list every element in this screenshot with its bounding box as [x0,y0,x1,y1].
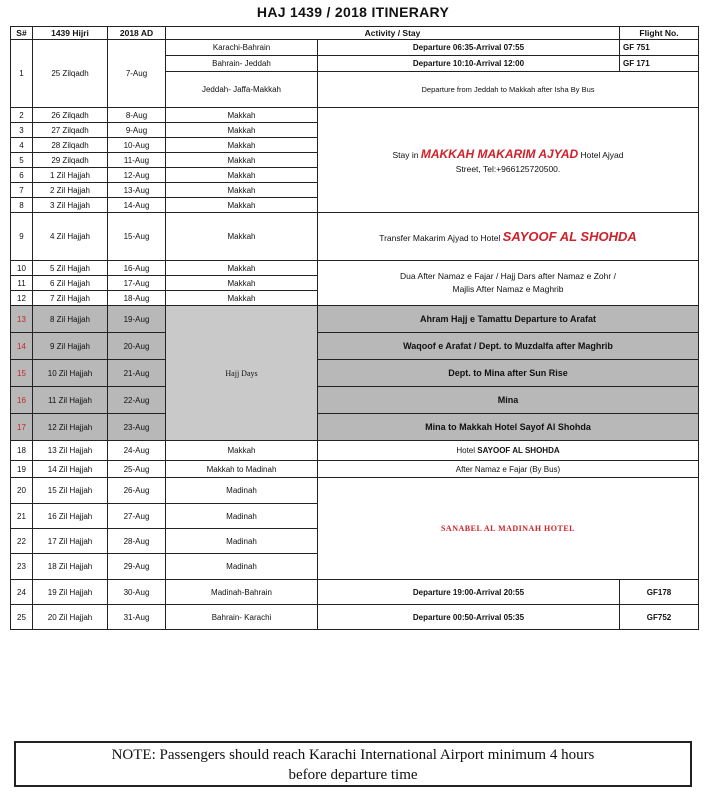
hajj-days-label: Hajj Days [166,306,318,441]
header-ad: 2018 AD [108,27,166,40]
sno-cell: 21 [11,504,33,529]
place-cell: Makkah [166,123,318,138]
hijri-cell: 15 Zil Hajjah [33,478,108,504]
hijri-cell: 4 Zil Hajjah [33,213,108,261]
sno-cell: 18 [11,441,33,461]
ad-cell: 18-Aug [108,291,166,306]
header-flight: Flight No. [620,27,699,40]
hotel-sayoof-al-shohda: SAYOOF AL SHOHDA [502,229,637,244]
hijri-cell: 11 Zil Hajjah [33,387,108,414]
ad-cell: 22-Aug [108,387,166,414]
ad-cell: 20-Aug [108,333,166,360]
hijri-cell: 26 Zilqadh [33,108,108,123]
table-row [11,461,699,478]
sno-cell: 11 [11,276,33,291]
ad-cell: 27-Aug [108,504,166,529]
table-row [11,40,699,56]
ad-cell: 29-Aug [108,554,166,580]
activity-cell: Departure from Jeddah to Makkah after Isha By Bus [318,72,699,108]
sno-cell: 9 [11,213,33,261]
ad-cell: 17-Aug [108,276,166,291]
sno-cell: 12 [11,291,33,306]
note-line2: before departure time [288,767,418,783]
hijri-cell: 6 Zil Hajjah [33,276,108,291]
page-title: HAJ 1439 / 2018 ITINERARY [256,4,450,20]
place-cell: Makkah [166,153,318,168]
hijri-cell: 17 Zil Hajjah [33,529,108,554]
header-activity: Activity / Stay [166,27,620,40]
flight-detail-cell: Departure 10:10-Arrival 12:00 [318,56,620,72]
ad-cell: 31-Aug [108,605,166,630]
route-cell: Bahrain- Jeddah [166,56,318,72]
sno-cell: 5 [11,153,33,168]
hajj-row [11,333,699,360]
hijri-cell: 13 Zil Hajjah [33,441,108,461]
flight-no-cell: GF752 [620,605,699,630]
hijri-cell: 16 Zil Hajjah [33,504,108,529]
ad-cell: 21-Aug [108,360,166,387]
hijri-cell: 29 Zilqadh [33,153,108,168]
sno-cell: 22 [11,529,33,554]
flight-detail-cell: Departure 06:35-Arrival 07:55 [318,40,620,56]
hajj-row [11,306,699,333]
stay-prefix: Stay in [392,149,421,160]
ziyarat-line2: Majlis After Namaz e Maghrib [452,284,564,294]
activity-cell: After Namaz e Fajar (By Bus) [318,461,699,478]
ziyarat-line1: Dua After Namaz e Fajar / Hajj Dars after Namaz e Zohr / [400,271,616,282]
flight-no-cell: GF178 [620,580,699,605]
ad-cell: 30-Aug [108,580,166,605]
hijri-cell: 9 Zil Hajjah [33,333,108,360]
hijri-cell: 10 Zil Hajjah [33,360,108,387]
header-hijri: 1439 Hijri [33,27,108,40]
route-cell: Karachi-Bahrain [166,40,318,56]
table-header-row [11,27,699,40]
hijri-cell: 28 Zilqadh [33,138,108,153]
place-cell: Makkah [166,261,318,276]
table-row [11,108,699,123]
header-sno: S# [11,27,33,40]
sno-cell: 19 [11,461,33,478]
hajj-activity-cell: Dept. to Mina after Sun Rise [318,360,699,387]
ad-cell: 24-Aug [108,441,166,461]
hotel-prefix: Hotel [456,446,478,455]
sno-cell: 1 [11,40,33,108]
ad-cell: 8-Aug [108,108,166,123]
place-cell: Madinah [166,478,318,504]
sno-cell: 25 [11,605,33,630]
hijri-cell: 3 Zil Hajjah [33,198,108,213]
ad-cell: 14-Aug [108,198,166,213]
table-row [11,213,699,261]
ad-cell: 16-Aug [108,261,166,276]
sno-cell: 2 [11,108,33,123]
hotel-makarim-ajyad: MAKKAH MAKARIM AJYAD [420,146,579,161]
sno-cell: 3 [11,123,33,138]
table-row [11,261,699,276]
sno-cell: 20 [11,478,33,504]
route-cell: Madinah-Bahrain [166,580,318,605]
hajj-row [11,360,699,387]
route-cell: Bahrain- Karachi [166,605,318,630]
sno-cell: 17 [11,414,33,441]
hijri-cell: 2 Zil Hajjah [33,183,108,198]
hijri-cell: 19 Zil Hajjah [33,580,108,605]
hijri-cell: 5 Zil Hajjah [33,261,108,276]
hijri-cell: 8 Zil Hajjah [33,306,108,333]
sno-cell: 8 [11,198,33,213]
table-row [11,605,699,630]
sno-cell: 13 [11,306,33,333]
hotel-name: SAYOOF AL SHOHDA [477,446,560,455]
sno-cell: 4 [11,138,33,153]
sno-cell: 24 [11,580,33,605]
transfer-prefix: Transfer Makarim Ajyad to Hotel [379,233,503,243]
place-cell: Madinah [166,529,318,554]
hajj-activity-cell: Mina to Makkah Hotel Sayof Al Shohda [318,414,699,441]
hijri-cell: 25 Zilqadh [33,40,108,108]
place-cell: Makkah [166,276,318,291]
sno-cell: 14 [11,333,33,360]
place-cell: Makkah [166,138,318,153]
ad-cell: 23-Aug [108,414,166,441]
place-cell: Makkah [166,441,318,461]
madinah-hotel-cell: SANABEL AL MADINAH HOTEL [318,478,699,580]
hijri-cell: 20 Zil Hajjah [33,605,108,630]
ad-cell: 10-Aug [108,138,166,153]
place-cell: Makkah [166,108,318,123]
place-cell: Makkah [166,183,318,198]
ad-cell: 26-Aug [108,478,166,504]
sno-cell: 10 [11,261,33,276]
hajj-row [11,414,699,441]
place-cell: Makkah [166,168,318,183]
flight-no-cell: GF 171 [620,56,699,72]
ad-cell: 15-Aug [108,213,166,261]
ad-cell: 28-Aug [108,529,166,554]
place-cell: Makkah [166,213,318,261]
note-line1: NOTE: Passengers should reach Karachi International Airport minimum 4 hours [111,747,595,763]
hijri-cell: 12 Zil Hajjah [33,414,108,441]
sno-cell: 6 [11,168,33,183]
ad-cell: 13-Aug [108,183,166,198]
hijri-cell: 27 Zilqadh [33,123,108,138]
sno-cell: 7 [11,183,33,198]
ad-cell: 11-Aug [108,153,166,168]
hijri-cell: 14 Zil Hajjah [33,461,108,478]
place-cell: Makkah [166,291,318,306]
place-cell: Makkah to Madinah [166,461,318,478]
hijri-cell: 18 Zil Hajjah [33,554,108,580]
place-cell: Madinah [166,554,318,580]
ad-cell: 25-Aug [108,461,166,478]
hijri-cell: 7 Zil Hajjah [33,291,108,306]
place-cell: Makkah [166,198,318,213]
hajj-activity-cell: Mina [318,387,699,414]
table-row [11,478,699,504]
sno-cell: 15 [11,360,33,387]
flight-detail-cell: Departure 00:50-Arrival 05:35 [318,605,620,630]
flight-no-cell: GF 751 [620,40,699,56]
hotel-stay-cell [318,441,699,461]
stay-suffix: Hotel Ajyad [578,149,624,160]
sno-cell: 23 [11,554,33,580]
ad-cell: 9-Aug [108,123,166,138]
departure-note [14,741,692,787]
flight-detail-cell: Departure 19:00-Arrival 20:55 [318,580,620,605]
stay-makarim-cell [318,108,699,213]
hijri-cell: 1 Zil Hajjah [33,168,108,183]
ziyarat-cell [318,261,699,306]
place-cell: Madinah [166,504,318,529]
hajj-row [11,387,699,414]
route-cell: Jeddah- Jaffa-Makkah [166,72,318,108]
hajj-activity-cell: Waqoof e Arafat / Dept. to Muzdalfa after Maghrib [318,333,699,360]
ad-cell: 12-Aug [108,168,166,183]
itinerary-table [10,26,699,630]
ad-cell: 19-Aug [108,306,166,333]
transfer-cell [318,213,699,261]
ad-cell: 7-Aug [108,40,166,108]
sno-cell: 16 [11,387,33,414]
hajj-activity-cell: Ahram Hajj e Tamattu Departure to Arafat [318,306,699,333]
table-row [11,580,699,605]
stay-address: Street, Tel:+966125720500. [455,163,561,174]
table-row [11,441,699,461]
